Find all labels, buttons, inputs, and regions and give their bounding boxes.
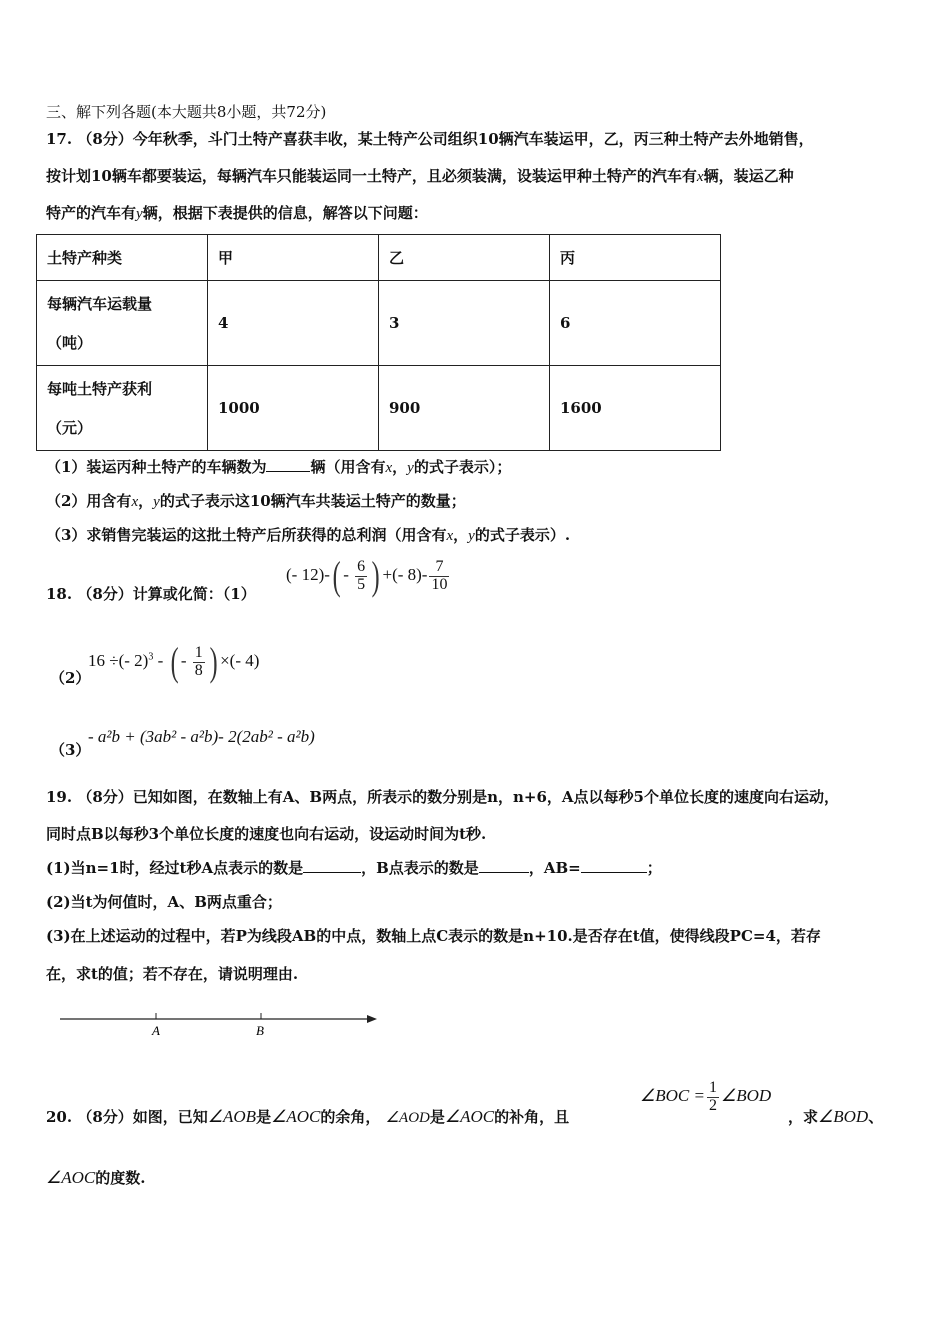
row-label-line: 每辆汽车运载量 [47,295,153,313]
q20-line1-tail [788,1106,883,1127]
table-header-cell: 丙 [550,235,721,281]
q17-part3: （3）求销售完装运的这批土特产后所获得的总利润（用含有x，y的式子表示）. [46,526,571,544]
angle-expr: ∠AOC [271,1107,321,1126]
angle-expr: ∠AOC [444,1107,495,1126]
var-x: x [131,494,139,510]
right-paren-icon: ) [371,553,380,598]
expr-part: ×(- 4) [220,650,260,670]
q20-line2 [46,1167,145,1188]
table-cell: 900 [379,366,550,451]
table-header-cell: 乙 [379,235,550,281]
table-row [37,366,721,451]
table-cell: 4 [208,281,379,366]
row-label-line: （元） [47,419,93,437]
q17-p2-text2: 的式子表示这10辆汽车共装运土特产的数量； [159,492,466,510]
var-x: x [446,528,454,544]
exponent: 3 [148,651,154,663]
fraction [355,559,367,594]
equation-left: ∠BOC = [640,1086,705,1106]
point-a-label: A [152,1023,160,1038]
table-cell: 1600 [550,366,721,451]
specialty-table [36,234,721,451]
q17-p1-text2: 辆（用含有 [310,458,386,476]
number-line [55,1005,385,1041]
q19-p1-text3: ，AB= [528,859,581,877]
table-row [37,235,721,281]
var-y: y [407,460,414,476]
q20-text: 的余角， [320,1108,381,1126]
table-header-cell: 土特产种类 [37,235,208,281]
q17-part2: （2）用含有x，y的式子表示这10辆汽车共装运土特产的数量； [46,492,466,510]
q20-equation [640,1080,771,1115]
table-row-label [37,281,208,366]
answer-blank [581,872,647,873]
row-label-line: （吨） [47,334,93,352]
fraction [707,1080,719,1115]
q18-intro: 18. （8分）计算或化简：（1） [46,585,256,603]
table-cell: 1000 [208,366,379,451]
expr-part: (- 12)- [286,564,330,584]
fraction [193,645,205,680]
q19-part2: (2)当t为何值时，A、B两点重合； [46,893,282,911]
left-paren-icon: ( [170,639,179,684]
q18-expr2: 16 ÷(- 2)$^3$ - ( - $\frac{1}{8}$ ) ×(- 4) [88,639,260,684]
answer-blank [266,471,310,472]
q19-part3-line2: 在，求t的值；若不存在，请说明理由. [46,965,299,983]
q17-line2-tail: 辆，装运乙种 [703,167,794,185]
arrow-right-icon [367,1015,377,1023]
table-row [37,281,721,366]
var-x: x [696,169,704,185]
q17-p3-text2: 的式子表示）. [474,526,571,544]
q19-line1: 19. （8分）已知如图，在数轴上有A、B两点，所表示的数分别是n，n+6，A点以每秒5个单位长度的速度向右运动， [46,788,839,806]
answer-blank [479,872,529,873]
q20-text: 的度数. [95,1169,146,1187]
table-cell: 3 [379,281,550,366]
q20-text: 20. （8分）如图，已知 [46,1108,208,1126]
q17-line3-text: 特产的汽车有 [46,204,137,222]
var-x: x [385,460,393,476]
fraction-numerator: 1 [194,643,203,661]
fraction-numerator: 1 [708,1079,717,1096]
q19-p1-text4: ； [646,859,662,877]
q19-part3-line1: (3)在上述运动的过程中，若P为线段AB的中点，数轴上点C表示的数是n+10.是否存在t值，使得线段PC=4，若存 [46,927,821,945]
right-paren-icon: ) [209,639,218,684]
q20-text: 是 [256,1108,272,1126]
q19-p1-text2: ，B点表示的数是 [361,859,479,877]
table-row-label [37,366,208,451]
point-b-label: B [256,1023,264,1038]
q18-part3-label: （3） [50,741,91,759]
q17-p2-text: （2）用含有 [46,492,132,510]
var-y: y [136,206,143,222]
angle-expr: ∠AOB [207,1107,257,1126]
fraction-numerator: 6 [357,557,366,575]
q17-p1-text3: 的式子表示）； [413,458,512,476]
q20-text: 是 [429,1108,445,1126]
var-y: y [153,494,160,510]
q17-p1-text: （1）装运丙种土特产的车辆数为 [46,458,267,476]
expr-part: +(- 8)- [382,564,428,584]
q19-line2: 同时点B以每秒3个单位长度的速度也向右运动，设运动时间为t秒. [46,825,487,843]
q17-line2 [46,165,794,186]
q17-line1: 17. （8分）今年秋季，斗门土特产喜获丰收，某土特产公司组织10辆汽车装运甲，乙，丙三种土特产去外地销售， [46,130,814,148]
fraction-denominator: 10 [431,575,448,593]
q20-text: 的补角，且 [494,1108,570,1126]
q20-line1 [46,1106,569,1127]
q20-text: ，求 [788,1108,819,1126]
fraction-denominator: 5 [357,575,366,593]
row-label-line: 每吨土特产获利 [47,380,153,398]
q18-expr1: (- 12)-( - $\frac{6}{5}$ ) +(- 8)- $\frac{7}{10}$ [286,553,448,598]
angle-expr: ∠BOD [818,1107,869,1126]
q18-expr3: - a²b + (3ab² - a²b)- 2(2ab² - a²b) [88,727,315,746]
q19-p1-text: (1)当n=1时，经过t秒A点表示的数是 [46,859,304,877]
answer-blank [303,872,361,873]
fraction-denominator: 2 [708,1096,717,1114]
q17-line3-tail: 辆，根据下表提供的信息，解答以下问题： [142,204,428,222]
q17-line2-text: 按计划10辆车都要装运，每辆汽车只能装运同一土特产，且必须装满，设装运甲种土特产的汽车有 [46,167,697,185]
expr-part: 16 ÷(- 2) [88,650,149,670]
left-paren-icon: ( [332,553,341,598]
q18-part2-label: （2） [50,669,91,687]
fraction-denominator: 8 [194,661,203,679]
table-cell: 6 [550,281,721,366]
q19-part1 [46,857,662,878]
var-y: y [468,528,475,544]
q20-text: 、 [868,1108,884,1126]
fraction [429,559,449,594]
fraction-numerator: 7 [429,559,449,577]
q17-part1: （1）装运丙种土特产的车辆数为 辆（用含有x，y的式子表示）； [46,458,512,476]
angle-expr: ∠AOD [385,1110,430,1126]
q17-p3-text: （3）求销售完装运的这批土特产后所获得的总利润（用含有 [46,526,447,544]
angle-expr: ∠AOC [46,1168,96,1187]
section-header: 三、解下列各题(本大题共8小题，共72分) [46,103,327,121]
equation-right: ∠BOD [720,1086,772,1106]
table-header-cell: 甲 [208,235,379,281]
q17-line3 [46,202,428,223]
